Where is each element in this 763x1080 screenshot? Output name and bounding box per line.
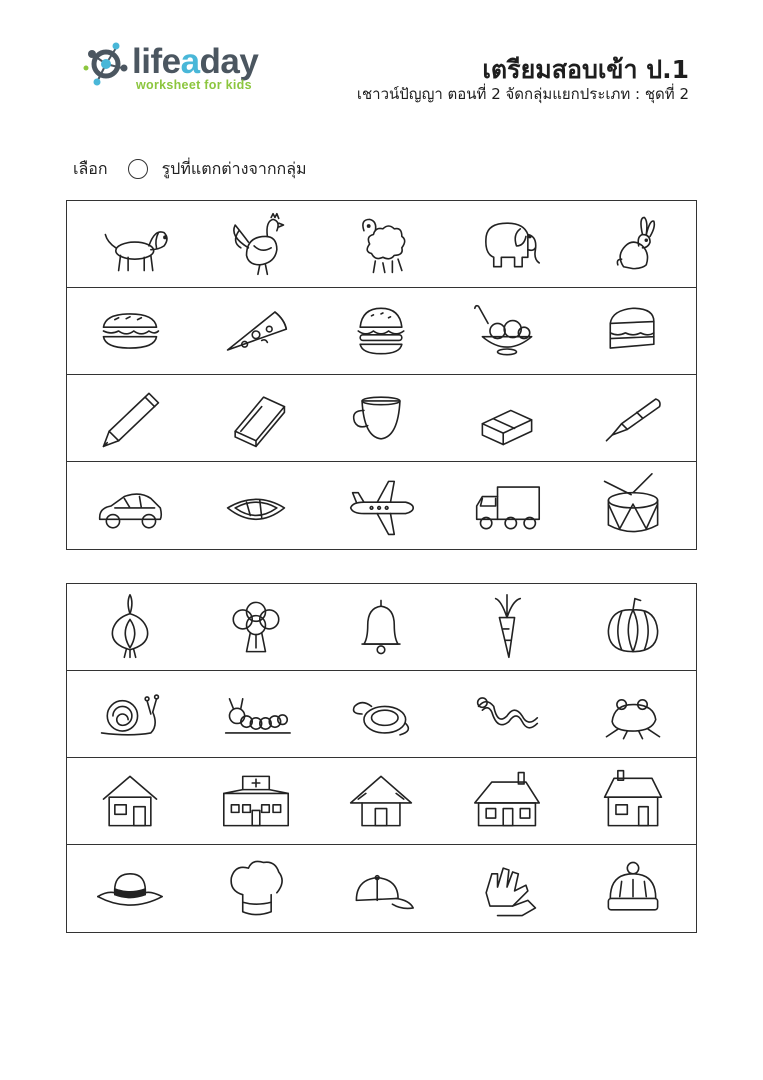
- dog-icon: [92, 208, 168, 280]
- question-row: [67, 201, 696, 288]
- answer-choice[interactable]: [319, 584, 445, 670]
- answer-choice[interactable]: [444, 201, 570, 287]
- brand-name-accent: a: [180, 42, 200, 81]
- answer-choice[interactable]: [319, 462, 445, 549]
- instruction-prefix: เลือก: [73, 158, 108, 178]
- answer-choice[interactable]: [444, 758, 570, 844]
- answer-choice[interactable]: [319, 671, 445, 757]
- cottage-icon: [469, 765, 545, 837]
- question-row: [67, 845, 696, 932]
- answer-choice[interactable]: [444, 671, 570, 757]
- eraser-icon: [469, 382, 545, 454]
- question-row: [67, 462, 696, 549]
- sub-sandwich-icon: [92, 295, 168, 367]
- question-row: [67, 671, 696, 758]
- hospital-icon: [218, 765, 294, 837]
- answer-choice[interactable]: [570, 288, 696, 374]
- answer-choice[interactable]: [67, 462, 193, 549]
- answer-choice[interactable]: [570, 462, 696, 549]
- brand-logo: [82, 38, 282, 94]
- answer-choice[interactable]: [67, 671, 193, 757]
- gloves-icon: [469, 853, 545, 925]
- answer-choice[interactable]: [444, 375, 570, 461]
- answer-choice[interactable]: [193, 671, 319, 757]
- burger-icon: [343, 295, 419, 367]
- drum-icon: [595, 470, 671, 542]
- answer-choice[interactable]: [67, 584, 193, 670]
- answer-choice[interactable]: [444, 288, 570, 374]
- beanie-icon: [595, 853, 671, 925]
- answer-choice[interactable]: [67, 758, 193, 844]
- answer-choice[interactable]: [570, 201, 696, 287]
- answer-choice[interactable]: [570, 584, 696, 670]
- brand-name-part2: day: [199, 42, 259, 81]
- logo-molecule-icon: [82, 40, 132, 90]
- question-group-2: [66, 583, 697, 933]
- fedora-hat-icon: [92, 853, 168, 925]
- answer-choice[interactable]: [444, 584, 570, 670]
- question-group-1: [66, 200, 697, 550]
- carrot-icon: [469, 591, 545, 663]
- house-icon: [92, 765, 168, 837]
- rooster-icon: [218, 208, 294, 280]
- snake-icon: [469, 678, 545, 750]
- snail-icon: [92, 678, 168, 750]
- answer-choice[interactable]: [444, 845, 570, 932]
- onion-icon: [92, 591, 168, 663]
- frog-icon: [595, 678, 671, 750]
- answer-choice[interactable]: [570, 671, 696, 757]
- answer-choice[interactable]: [193, 375, 319, 461]
- page-title: เตรียมสอบเข้า ป.1: [482, 55, 689, 84]
- answer-choice[interactable]: [319, 845, 445, 932]
- book-icon: [218, 382, 294, 454]
- small-house-icon: [595, 765, 671, 837]
- answer-choice[interactable]: [444, 462, 570, 549]
- answer-choice[interactable]: [67, 375, 193, 461]
- answer-choice[interactable]: [319, 288, 445, 374]
- answer-circle-icon: [128, 159, 148, 179]
- pizza-slice-icon: [218, 295, 294, 367]
- answer-choice[interactable]: [319, 758, 445, 844]
- answer-choice[interactable]: [67, 288, 193, 374]
- question-row: [67, 288, 696, 375]
- answer-choice[interactable]: [570, 375, 696, 461]
- page-subtitle: เชาวน์ปัญญา ตอนที่ 2 จัดกลุ่มแยกประเภท : ชุดที่ 2: [356, 85, 689, 103]
- answer-choice[interactable]: [193, 288, 319, 374]
- rabbit-icon: [595, 208, 671, 280]
- hut-icon: [343, 765, 419, 837]
- ice-cream-bowl-icon: [469, 295, 545, 367]
- answer-choice[interactable]: [67, 201, 193, 287]
- lamb-icon: [343, 208, 419, 280]
- airplane-icon: [343, 470, 419, 542]
- brand-name-part1: life: [132, 42, 181, 81]
- broccoli-icon: [218, 591, 294, 663]
- instruction: [73, 157, 307, 181]
- answer-choice[interactable]: [193, 462, 319, 549]
- answer-choice[interactable]: [570, 758, 696, 844]
- fountain-pen-icon: [595, 382, 671, 454]
- chef-hat-icon: [218, 853, 294, 925]
- answer-choice[interactable]: [67, 845, 193, 932]
- question-row: [67, 758, 696, 845]
- answer-choice[interactable]: [193, 584, 319, 670]
- cap-icon: [343, 853, 419, 925]
- caterpillar-icon: [218, 678, 294, 750]
- pencil-icon: [92, 382, 168, 454]
- boat-icon: [218, 470, 294, 542]
- answer-choice[interactable]: [319, 375, 445, 461]
- question-row: [67, 375, 696, 462]
- car-icon: [92, 470, 168, 542]
- answer-choice[interactable]: [193, 758, 319, 844]
- answer-choice[interactable]: [570, 845, 696, 932]
- cup-icon: [343, 382, 419, 454]
- sandwich-icon: [595, 295, 671, 367]
- answer-choice[interactable]: [193, 201, 319, 287]
- bell-icon: [343, 591, 419, 663]
- answer-choice[interactable]: [319, 201, 445, 287]
- question-row: [67, 584, 696, 671]
- pumpkin-icon: [595, 591, 671, 663]
- brand-tagline: worksheet for kids: [136, 78, 252, 92]
- answer-choice[interactable]: [193, 845, 319, 932]
- elephant-icon: [469, 208, 545, 280]
- coiled-snake-icon: [343, 678, 419, 750]
- instruction-suffix: รูปที่แตกต่างจากกลุ่ม: [161, 158, 307, 178]
- truck-icon: [469, 470, 545, 542]
